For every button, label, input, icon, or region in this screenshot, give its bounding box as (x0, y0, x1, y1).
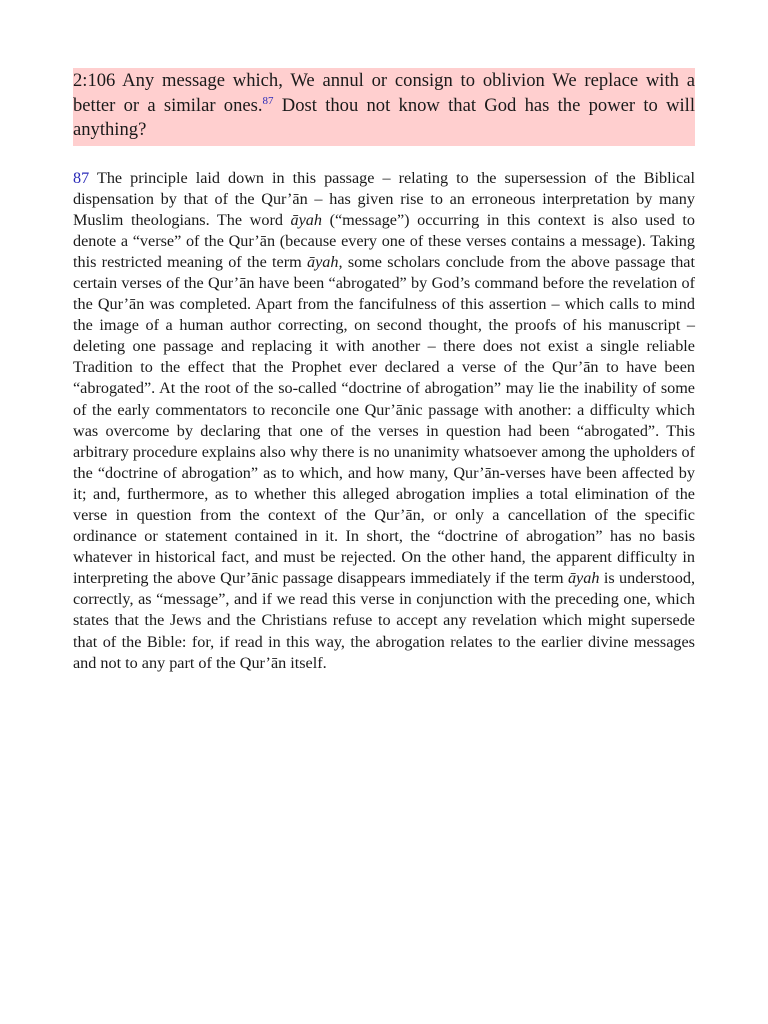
footnote-reference-link[interactable]: 87 (262, 94, 274, 107)
commentary-segment: (“message”) occurring in this context is also used to denote a “verse” of the Qur’ān (because every one of these verses contains a message). Taking this restricted meaning of the term (73, 210, 695, 271)
commentary-segment: some scholars conclude from the above passage that certain verses of the Qur’ān have been “abrogated” by God’s command before the revelation of the Qur’ān was completed. Apart from the fancifulness of this assertion – which calls to mind the image of a human author correcting, on second thought, the proofs of his manuscript – deleting one passage and replacing it with another – there does not exist a single reliable Tradition to the effect that the Prophet ever declared a verse of the Qur’ān to have been “abrogated”. At the root of the so-called “doctrine of abrogation” may lie the inability of some of the early commentators to reconcile one Qur’ānic passage with another: a difficulty which was overcome by declaring that one of the verses in question had been “abrogated”. This arbitrary procedure explains also why there is no unanimity whatsoever among the upholders of the “doctrine of abrogation” as to which, and how many, Qur’ān-verses have been affected by it; and, furthermore, as to whether this alleged abrogation implies a total elimination of the verse in question from the context of the Qur’ān, or only a cancellation of the specific ordinance or statement contained in it. In short, the “doctrine of abrogation” has no basis whatever in historical fact, and must be rejected. On the other hand, the apparent difficulty in interpreting the above Qur’ānic passage disappears immediately if the term (73, 252, 695, 588)
commentary-paragraph (73, 168, 695, 674)
verse-reference: 2:106 (73, 70, 116, 91)
verse-text-before-note: Any message which, We annul or consign to oblivion We replace with a better or a similar ones. (73, 70, 695, 116)
commentary-segment: The principle laid down in this passage – relating to the supersession of the Biblical dispensation by that of the Qur’ān – has given rise to an erroneous interpretation by many Muslim theologians. The word (73, 168, 695, 229)
commentary-segment: is understood, correctly, as “message”, and if we read this verse in conjunction with the preceding one, which states that the Jews and the Christians refuse to accept any revelation which might supersede that of the Bible: for, if read in this way, the abrogation relates to the earlier divine messages and not to any part of the Qur’ān itself. (73, 569, 695, 672)
italic-term: āyah, (307, 252, 343, 271)
verse-text-after-note: Dost thou not know that God has the power to will anything? (73, 94, 695, 140)
commentary-text (73, 169, 695, 672)
footnote-number: 87 (73, 168, 90, 187)
verse-highlight-box (73, 68, 695, 146)
document-page (73, 68, 695, 674)
italic-term: āyah (567, 569, 600, 588)
italic-term: āyah (290, 210, 322, 229)
